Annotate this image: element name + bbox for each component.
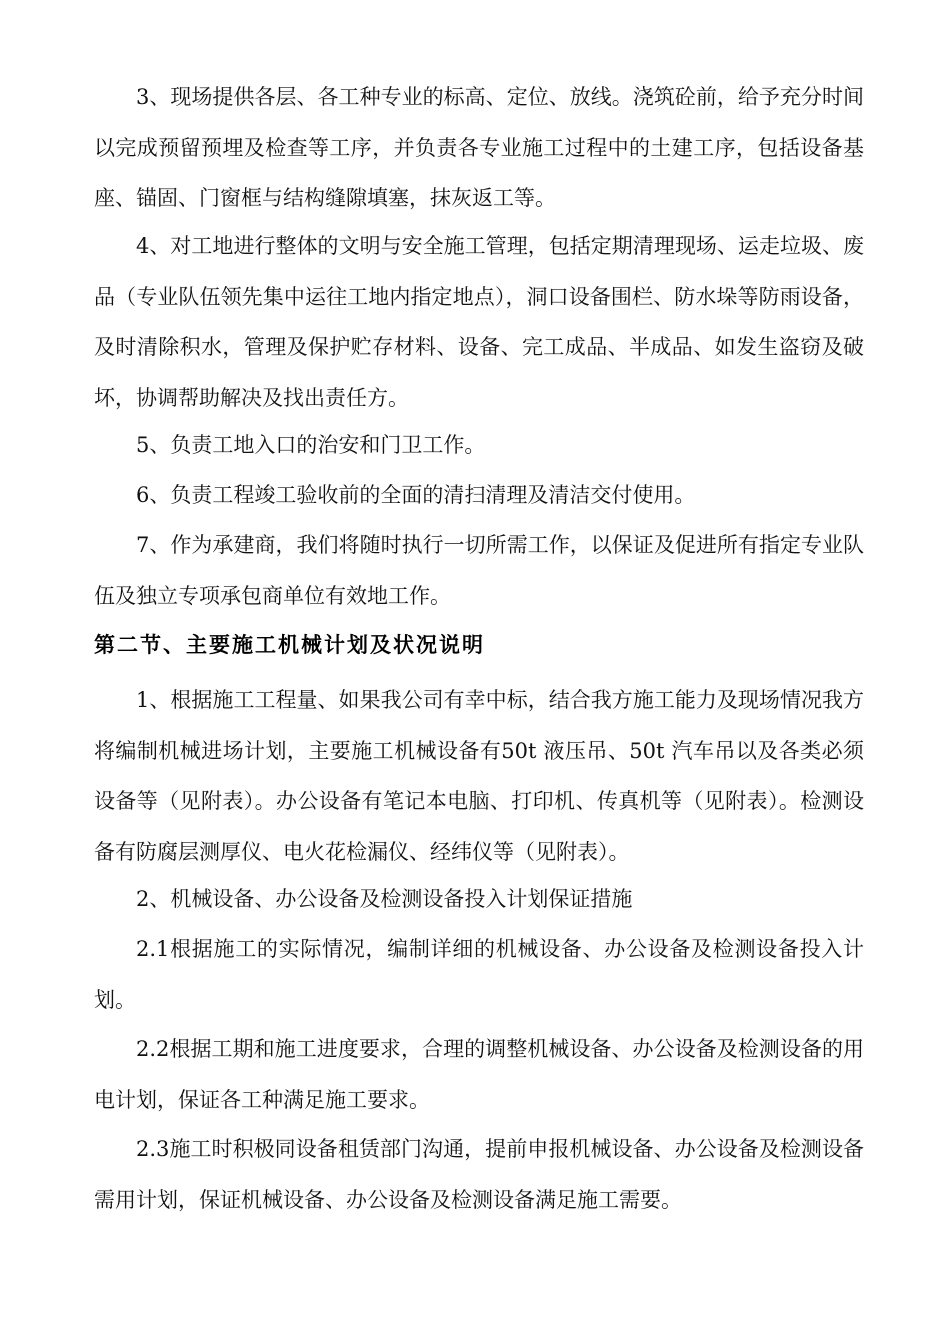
section-heading: 第二节、主要施工机械计划及状况说明 xyxy=(94,633,485,657)
paragraph-item-7: 7、作为承建商，我们将随时执行一切所需工作，以保证及促进所有指定专业队伍及独立专项承包商单位有效地工作。 xyxy=(94,533,864,608)
paragraph-section2-item-1: 1、根据施工工程量、如果我公司有幸中标，结合我方施工能力及现场情况我方将编制机械进场计划，主要施工机械设备有50t 液压吊、50t 汽车吊以及各类必须设备等（见附表）。办公设备有笔记本电脑、打印机、传真机等（见附表）。检测设备有防腐层测厚仪、电火花检漏仪、经纬仪等（见附表）。 xyxy=(94,688,864,864)
paragraph-item-5: 5、负责工地入口的治安和门卫工作。 xyxy=(136,433,486,457)
paragraph-item-3: 3、现场提供各层、各工种专业的标高、定位、放线。浇筑砼前，给予充分时间以完成预留预埋及检查等工序，并负责各专业施工过程中的土建工序，包括设备基座、锚固、门窗框与结构缝隙填塞，抹灰返工等。 xyxy=(94,85,864,210)
paragraph-item-6: 6、负责工程竣工验收前的全面的清扫清理及清洁交付使用。 xyxy=(136,483,696,507)
paragraph-section2-item-2-1: 2.1根据施工的实际情况，编制详细的机械设备、办公设备及检测设备投入计划。 xyxy=(94,937,864,1012)
paragraph-item-4: 4、对工地进行整体的文明与安全施工管理，包括定期清理现场、运走垃圾、废品（专业队伍领先集中运往工地内指定地点），洞口设备围栏、防水垛等防雨设备，及时清除积水，管理及保护贮存材料、设备、完工成品、半成品、如发生盗窃及破坏，协调帮助解决及找出责任方。 xyxy=(94,234,864,410)
paragraph-section2-item-2: 2、机械设备、办公设备及检测设备投入计划保证措施 xyxy=(136,887,633,911)
paragraph-section2-item-2-3: 2.3施工时积极同设备租赁部门沟通，提前申报机械设备、办公设备及检测设备需用计划，保证机械设备、办公设备及检测设备满足施工需要。 xyxy=(94,1137,864,1212)
paragraph-section2-item-2-2: 2.2根据工期和施工进度要求，合理的调整机械设备、办公设备及检测设备的用电计划，保证各工种满足施工要求。 xyxy=(94,1037,864,1112)
